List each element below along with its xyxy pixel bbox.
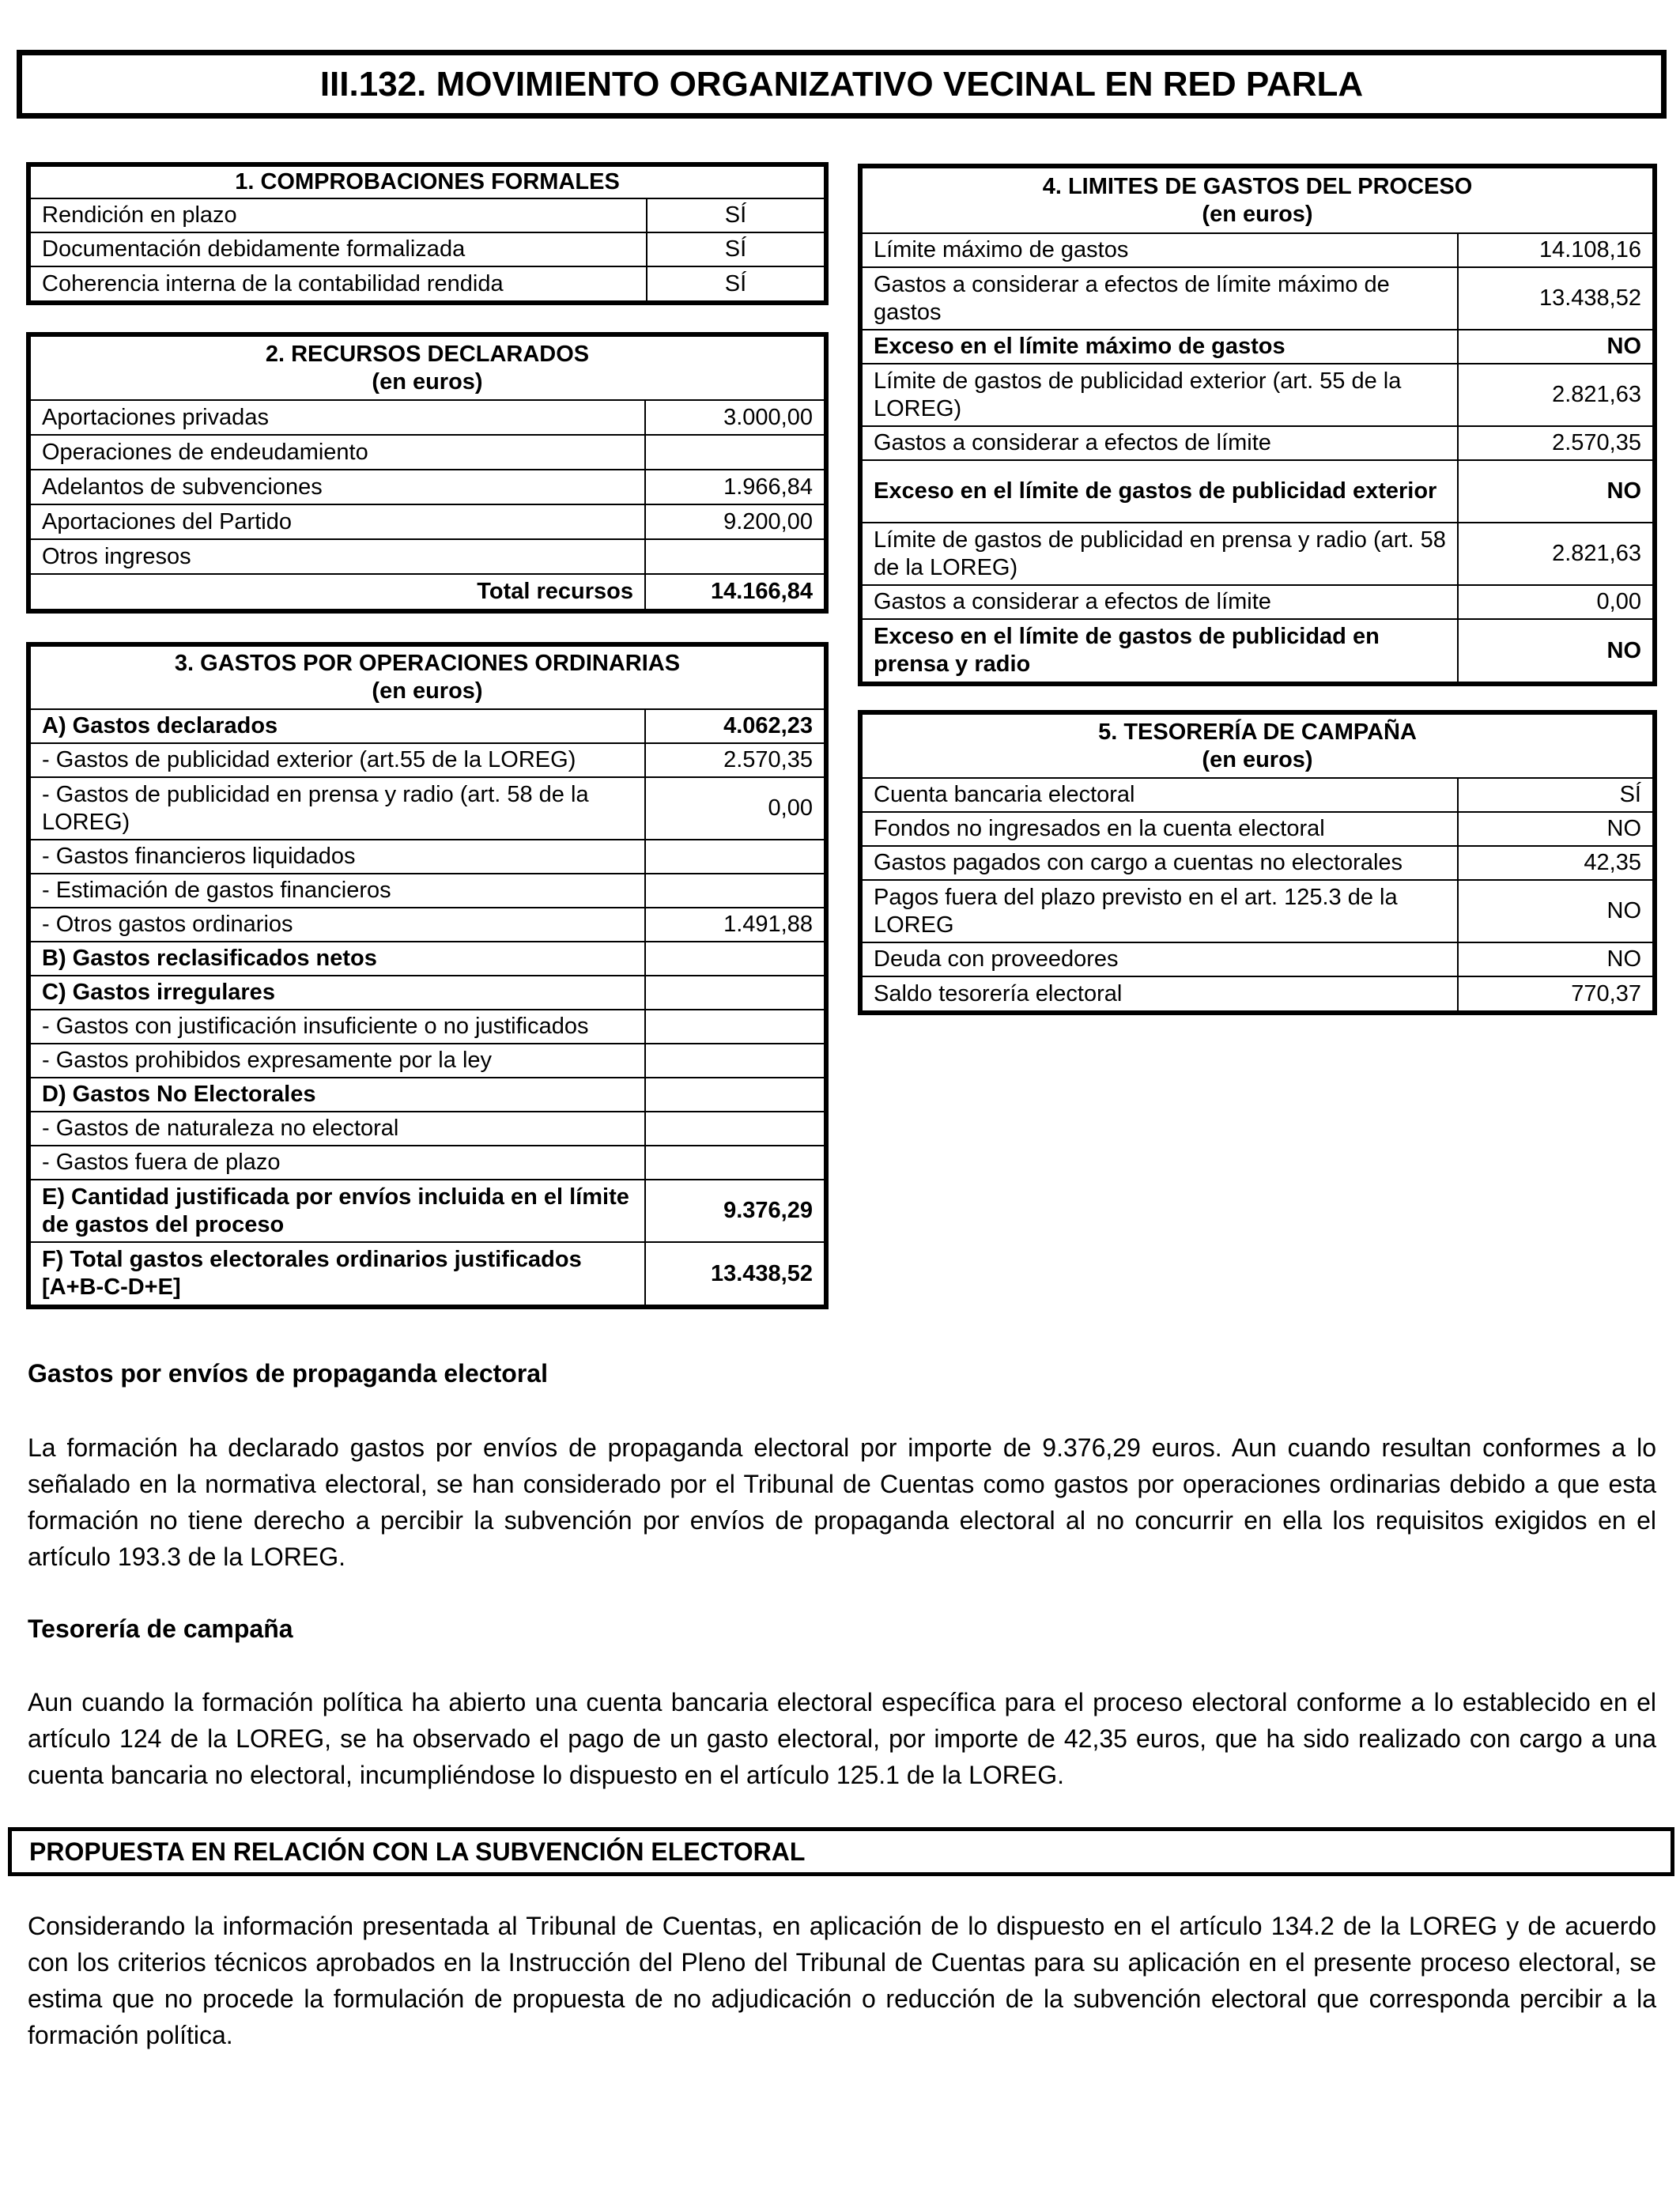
- tesoreria-paragraph: Aun cuando la formación política ha abierto una cuenta bancaria electoral específica para el proceso electoral conforme a lo establecido en el artículo 124 de la LOREG, se ha observado el pago de un gasto electoral, por importe de 42,35 euros, que ha sido realizado con cargo a una cuenta bancaria no electoral, incumpliéndose lo dispuesto en el artículo 125.1 de la LOREG.: [28, 1688, 1656, 1789]
- row-label: Gastos a considerar a efectos de límite: [863, 585, 1458, 619]
- row-label: Adelantos de subvenciones: [31, 470, 645, 504]
- row-label: - Gastos fuera de plazo: [31, 1146, 645, 1180]
- spending-limits-table: [858, 164, 1657, 686]
- row-label: Operaciones de endeudamiento: [31, 435, 645, 470]
- row-value: [645, 1078, 824, 1112]
- row-value: NO: [1458, 942, 1652, 976]
- propuesta-heading: PROPUESTA EN RELACIÓN CON LA SUBVENCIÓN ELECTORAL: [8, 1827, 1674, 1876]
- row-label: Aportaciones privadas: [31, 400, 645, 435]
- row-label: Pagos fuera del plazo previsto en el art. 125.3 de la LOREG: [863, 880, 1458, 942]
- row-label: Fondos no ingresados en la cuenta electoral: [863, 812, 1458, 846]
- row-label: - Gastos de naturaleza no electoral: [31, 1112, 645, 1146]
- row-label: Límite máximo de gastos: [863, 233, 1458, 267]
- row-label: Deuda con proveedores: [863, 942, 1458, 976]
- row-label: Coherencia interna de la contabilidad rendida: [31, 266, 647, 300]
- row-value: SÍ: [647, 232, 824, 266]
- row-value: 2.821,63: [1458, 523, 1652, 585]
- row-label: E) Cantidad justificada por envíos incluida en el límite de gastos del proceso: [31, 1180, 645, 1242]
- row-value: 1.966,84: [645, 470, 824, 504]
- formal-checks-table: [26, 162, 829, 305]
- row-value: 42,35: [1458, 846, 1652, 880]
- row-value: 1.491,88: [645, 908, 824, 942]
- table-heading: 1. COMPROBACIONES FORMALES: [31, 167, 824, 198]
- row-value: [645, 874, 824, 908]
- row-value: 2.570,35: [1458, 426, 1652, 460]
- page-title: III.132. MOVIMIENTO ORGANIZATIVO VECINAL EN RED PARLA: [17, 50, 1667, 119]
- row-label: Aportaciones del Partido: [31, 504, 645, 539]
- heading-title: 3. GASTOS POR OPERACIONES ORDINARIAS: [174, 651, 681, 676]
- row-label: - Gastos prohibidos expresamente por la ley: [31, 1044, 645, 1078]
- declared-resources-table: [26, 332, 829, 614]
- row-label: A) Gastos declarados: [31, 709, 645, 743]
- row-value: 770,37: [1458, 976, 1652, 1010]
- row-label: Saldo tesorería electoral: [863, 976, 1458, 1010]
- row-label: D) Gastos No Electorales: [31, 1078, 645, 1112]
- row-value: SÍ: [1458, 778, 1652, 812]
- row-value: 9.376,29: [645, 1180, 824, 1242]
- row-value: NO: [1458, 330, 1652, 364]
- row-value: NO: [1458, 619, 1652, 682]
- row-label: Exceso en el límite de gastos de publicidad en prensa y radio: [863, 619, 1458, 682]
- heading-unit: (en euros): [372, 678, 483, 704]
- row-label: Límite de gastos de publicidad exterior (art. 55 de la LOREG): [863, 364, 1458, 426]
- campaign-treasury-table: [858, 710, 1657, 1015]
- row-value: [645, 1112, 824, 1146]
- row-value: [645, 1044, 824, 1078]
- row-label: Otros ingresos: [31, 539, 645, 574]
- row-label: Gastos a considerar a efectos de límite: [863, 426, 1458, 460]
- row-value: 2.570,35: [645, 743, 824, 777]
- row-label: - Gastos con justificación insuficiente o no justificados: [31, 1010, 645, 1044]
- total-value: 14.166,84: [645, 574, 824, 609]
- row-value: 13.438,52: [645, 1242, 824, 1305]
- row-label: Cuenta bancaria electoral: [863, 778, 1458, 812]
- table-heading: [31, 647, 824, 709]
- tesoreria-heading: Tesorería de campaña: [28, 1614, 293, 1643]
- envios-heading: Gastos por envíos de propaganda electoral: [28, 1359, 548, 1388]
- row-value: [645, 1146, 824, 1180]
- heading-title: 4. LIMITES DE GASTOS DEL PROCESO: [1042, 173, 1473, 199]
- row-label: Gastos a considerar a efectos de límite máximo de gastos: [863, 267, 1458, 330]
- row-value: 4.062,23: [645, 709, 824, 743]
- row-value: [645, 976, 824, 1010]
- row-label: Gastos pagados con cargo a cuentas no electorales: [863, 846, 1458, 880]
- row-value: NO: [1458, 880, 1652, 942]
- row-value: 2.821,63: [1458, 364, 1652, 426]
- propuesta-paragraph: Considerando la información presentada al Tribunal de Cuentas, en aplicación de lo dispuesto en el artículo 134.2 de la LOREG y de acuerdo con los criterios técnicos aprobados en la Instrucción del Pleno del Tribunal de Cuentas para su aplicación en el presente proceso electoral, se estima que no procede la formulación de propuesta de no adjudicación o reducción de la subvención electoral que corresponda percibir a la formación política.: [28, 1912, 1656, 2049]
- total-label: Total recursos: [31, 574, 645, 609]
- row-label: - Otros gastos ordinarios: [31, 908, 645, 942]
- row-label: F) Total gastos electorales ordinarios justificados [A+B-C-D+E]: [31, 1242, 645, 1305]
- row-label: C) Gastos irregulares: [31, 976, 645, 1010]
- row-value: 14.108,16: [1458, 233, 1652, 267]
- heading-unit: (en euros): [1202, 201, 1313, 227]
- row-value: NO: [1458, 812, 1652, 846]
- row-value: SÍ: [647, 266, 824, 300]
- row-label: Documentación debidamente formalizada: [31, 232, 647, 266]
- table-heading: [863, 168, 1652, 233]
- envios-paragraph: La formación ha declarado gastos por envíos de propaganda electoral por importe de 9.376,29 euros. Aun cuando resultan conformes a lo señalado en la normativa electoral, se han considerado por el Tribunal de Cuentas como gastos por operaciones ordinarias debido a que esta formación no tiene derecho a percibir la subvención por envíos de propaganda electoral al no concurrir en ella los requisitos exigidos en el artículo 193.3 de la LOREG.: [28, 1433, 1656, 1571]
- heading-unit: (en euros): [372, 368, 483, 395]
- row-value: 9.200,00: [645, 504, 824, 539]
- row-value: 13.438,52: [1458, 267, 1652, 330]
- row-value: [645, 539, 824, 574]
- row-label: - Gastos financieros liquidados: [31, 840, 645, 874]
- heading-title: 5. TESORERÍA DE CAMPAÑA: [1098, 719, 1417, 745]
- row-value: 0,00: [645, 777, 824, 840]
- row-value: [645, 435, 824, 470]
- row-label: - Estimación de gastos financieros: [31, 874, 645, 908]
- row-value: SÍ: [647, 198, 824, 232]
- row-value: NO: [1458, 460, 1652, 523]
- heading-unit: (en euros): [1202, 746, 1313, 772]
- row-value: [645, 1010, 824, 1044]
- heading-title: 2. RECURSOS DECLARADOS: [265, 341, 590, 367]
- row-value: [645, 942, 824, 976]
- row-label: Exceso en el límite de gastos de publicidad exterior: [863, 460, 1458, 523]
- row-label: - Gastos de publicidad en prensa y radio (art. 58 de la LOREG): [31, 777, 645, 840]
- row-label: - Gastos de publicidad exterior (art.55 de la LOREG): [31, 743, 645, 777]
- row-value: 3.000,00: [645, 400, 824, 435]
- row-label: Rendición en plazo: [31, 198, 647, 232]
- row-value: [645, 840, 824, 874]
- row-label: Límite de gastos de publicidad en prensa y radio (art. 58 de la LOREG): [863, 523, 1458, 585]
- row-value: 0,00: [1458, 585, 1652, 619]
- row-label: Exceso en el límite máximo de gastos: [863, 330, 1458, 364]
- table-heading: [863, 715, 1652, 778]
- row-label: B) Gastos reclasificados netos: [31, 942, 645, 976]
- table-heading: [31, 337, 824, 400]
- ordinary-expenses-table: [26, 642, 829, 1309]
